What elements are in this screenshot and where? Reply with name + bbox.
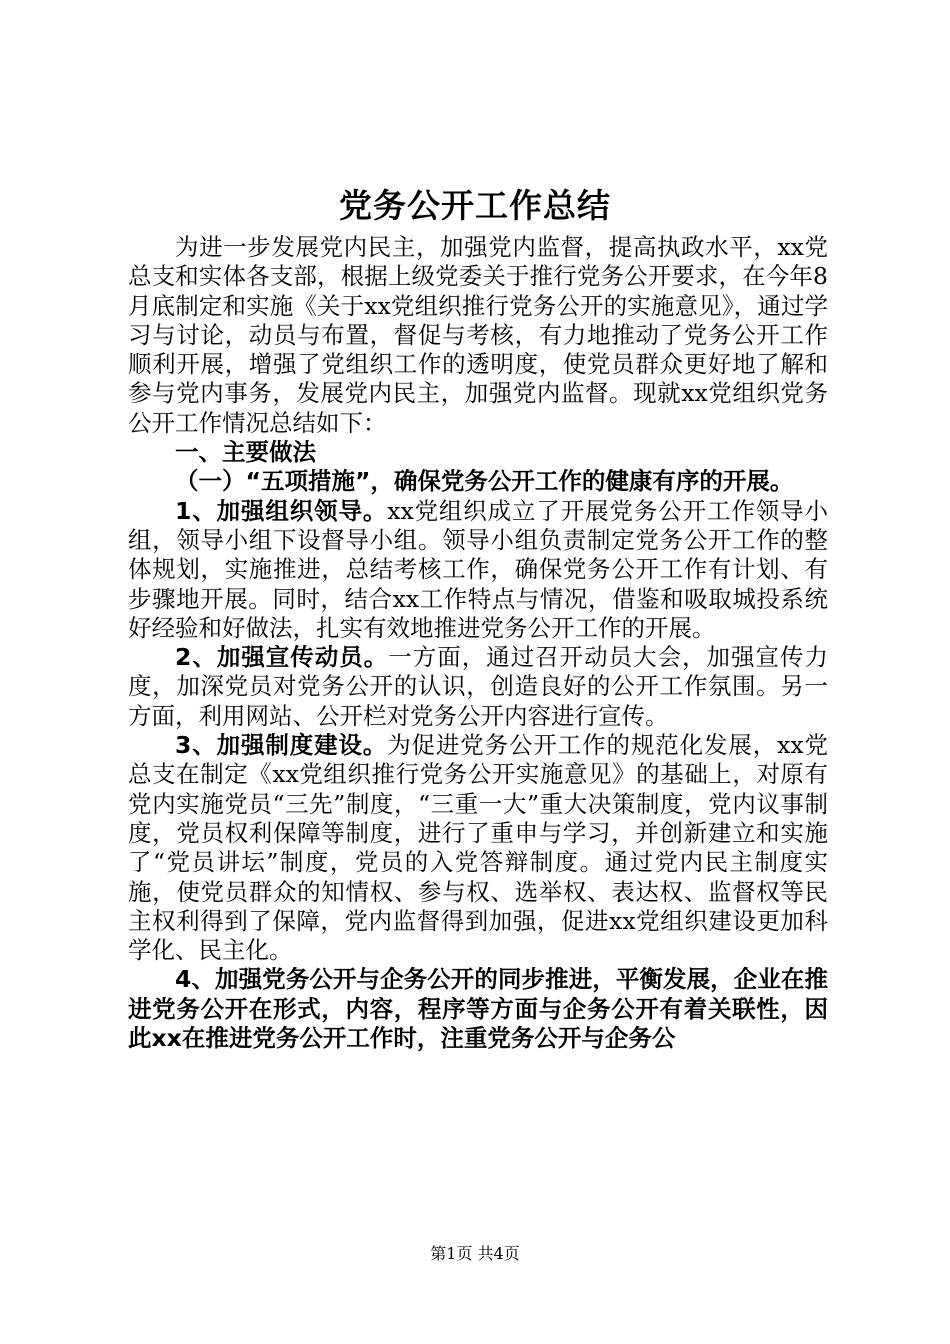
page-footer: 第1页 共4页 [430, 1244, 520, 1263]
item-text-3: 为促进党务公开工作的规范化发展，xx党总支在制定《xx党组织推行党务公开实施意见》的基础上，对原有党内实施党员“三先”制度，“三重一大”重大决策制度，党内议事制度，党员权利保障等制度，进行了重申与学习，并创新建立和实施了“党员讲坛”制度，党员的入党答辩制度。通过党内民主制度实施，使党员群众的知情权、参与权、选举权、表达权、监督权等民主权利得到了保障，党内监督得到加强，促进xx党组织建设更加科学化、民主化。 [128, 731, 828, 965]
item-paragraph-3 [128, 731, 828, 965]
item-lead-1: 1、加强组织领导。 [175, 496, 388, 525]
item-text-2: 一方面，通过召开动员大会，加强宣传力度，加深党员对党务公开的认识，创造良好的公开工作氛围。另一方面，利用网站、公开栏对党务公开内容进行宣传。 [128, 643, 828, 730]
section-heading: 一、主要做法 [175, 438, 316, 467]
item-text-1: xx党组织成立了开展党务公开工作领导小组，领导小组下设督导小组。领导小组负责制定党务公开工作的整体规划，实施推进，总结考核工作，确保党务公开工作有计划、有步骤地开展。同时，结合xx工作特点与情况，借鉴和吸取城投系统好经验和好做法，扎实有效地推进党务公开工作的开展。 [128, 496, 828, 642]
item-paragraph-2 [128, 643, 828, 731]
document-body [128, 233, 828, 1053]
document-title: 党务公开工作总结 [339, 186, 611, 225]
item-lead-2: 2、加强宣传动员。 [175, 643, 389, 672]
item-paragraph-1 [128, 497, 828, 643]
intro-paragraph: 为进一步发展党内民主，加强党内监督，提高执政水平，xx党总支和实体各支部，根据上级党委关于推行党务公开要求，在今年8月底制定和实施《关于xx党组织推行党务公开的实施意见》，通过学习与讨论，动员与布置，督促与考核，有力地推动了党务公开工作顺利开展，增强了党组织工作的透明度，使党员群众更好地了解和参与党内事务，发展党内民主，加强党内监督。现就xx党组织党务公开工作情况总结如下： [128, 233, 828, 437]
subsection-heading: （一）“五项措施”，确保党务公开工作的健康有序的开展。 [175, 467, 794, 496]
item-lead-3: 3、加强制度建设。 [175, 731, 388, 760]
item-paragraph-4: 4、加强党务公开与企务公开的同步推进，平衡发展，企业在推进党务公开在形式，内容，程序等方面与企务公开有着关联性，因此xx在推进党务公开工作时，注重党务公开与企务公 [128, 965, 828, 1053]
